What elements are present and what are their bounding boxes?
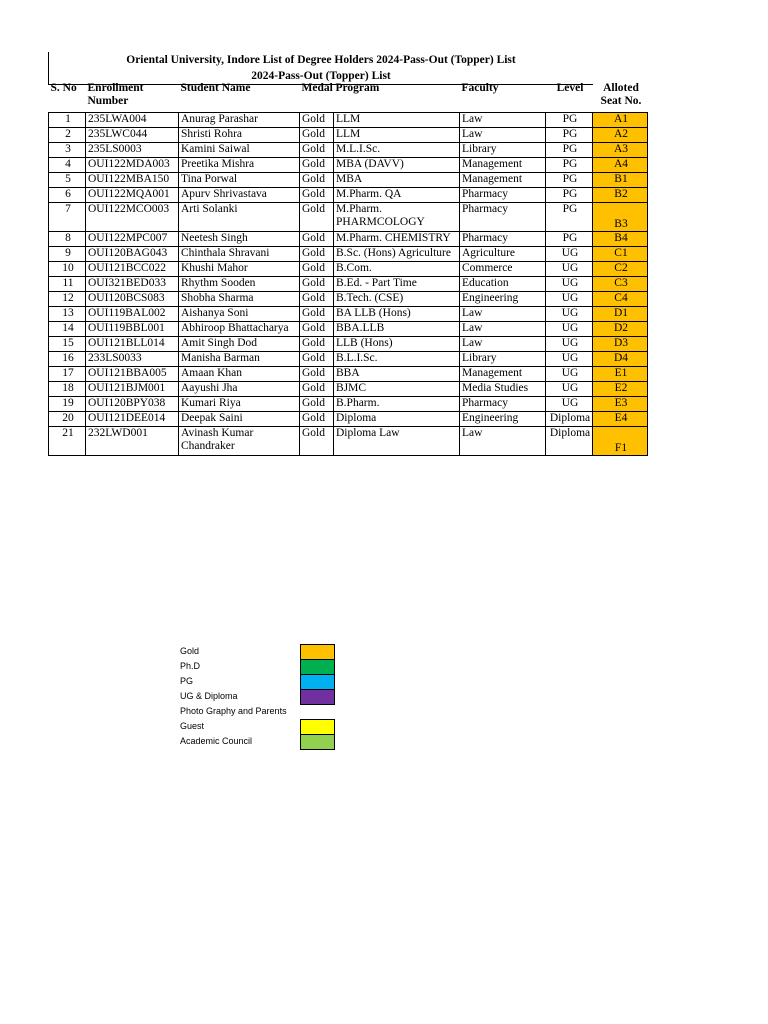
cell-faculty: Management bbox=[460, 158, 546, 173]
cell-sno: 6 bbox=[49, 188, 86, 203]
cell-program: M.Pharm. CHEMISTRY bbox=[334, 232, 460, 247]
cell-level: PG bbox=[546, 143, 593, 158]
cell-student-name: Deepak Saini bbox=[179, 412, 300, 427]
cell-faculty: Engineering bbox=[460, 292, 546, 307]
cell-student-name: Anurag Parashar bbox=[179, 113, 300, 128]
cell-medal: Gold bbox=[300, 292, 334, 307]
table-row bbox=[49, 262, 648, 277]
cell-faculty: Law bbox=[460, 322, 546, 337]
cell-student-name: Aishanya Soni bbox=[179, 307, 300, 322]
cell-seat: A1 bbox=[593, 113, 648, 128]
cell-enrollment: OUI121DEE014 bbox=[86, 412, 179, 427]
cell-program: B.Tech. (CSE) bbox=[334, 292, 460, 307]
cell-sno: 1 bbox=[49, 113, 86, 128]
cell-seat: C2 bbox=[593, 262, 648, 277]
cell-enrollment: OUI122MBA150 bbox=[86, 173, 179, 188]
legend-swatch bbox=[300, 704, 333, 718]
cell-level: UG bbox=[546, 337, 593, 352]
cell-program: B.Com. bbox=[334, 262, 460, 277]
cell-student-name: Neetesh Singh bbox=[179, 232, 300, 247]
cell-enrollment: OUI121BCC022 bbox=[86, 262, 179, 277]
table-row bbox=[49, 113, 648, 128]
cell-program: B.Ed. - Part Time bbox=[334, 277, 460, 292]
legend-swatch bbox=[300, 734, 335, 750]
table-row bbox=[49, 382, 648, 397]
table-row bbox=[49, 412, 648, 427]
legend-label: Academic Council bbox=[180, 736, 253, 746]
col-header-sno: S. No bbox=[49, 82, 86, 113]
cell-student-name: Preetika Mishra bbox=[179, 158, 300, 173]
legend-swatch bbox=[300, 659, 335, 675]
cell-faculty: Commerce bbox=[460, 262, 546, 277]
cell-sno: 19 bbox=[49, 397, 86, 412]
cell-level: PG bbox=[546, 203, 593, 232]
cell-enrollment: OUI119BBL001 bbox=[86, 322, 179, 337]
cell-seat: D4 bbox=[593, 352, 648, 367]
table-row bbox=[49, 247, 648, 262]
cell-level: UG bbox=[546, 382, 593, 397]
cell-seat: D3 bbox=[593, 337, 648, 352]
cell-program: M.L.I.Sc. bbox=[334, 143, 460, 158]
cell-faculty: Education bbox=[460, 277, 546, 292]
cell-seat: E3 bbox=[593, 397, 648, 412]
cell-level: UG bbox=[546, 322, 593, 337]
cell-program: M.Pharm. QA bbox=[334, 188, 460, 203]
table-row bbox=[49, 292, 648, 307]
cell-sno: 15 bbox=[49, 337, 86, 352]
cell-faculty: Library bbox=[460, 143, 546, 158]
col-header-program: Program bbox=[334, 82, 460, 113]
table-row bbox=[49, 337, 648, 352]
cell-student-name: Rhythm Sooden bbox=[179, 277, 300, 292]
table-row bbox=[49, 277, 648, 292]
cell-student-name: Amit Singh Dod bbox=[179, 337, 300, 352]
legend-swatch bbox=[300, 644, 335, 660]
cell-student-name: Chinthala Shravani bbox=[179, 247, 300, 262]
cell-enrollment: 233LS0033 bbox=[86, 352, 179, 367]
cell-medal: Gold bbox=[300, 128, 334, 143]
cell-medal: Gold bbox=[300, 382, 334, 397]
cell-student-name: Kumari Riya bbox=[179, 397, 300, 412]
page-title: Oriental University, Indore List of Degree Holders 2024-Pass-Out (Topper) List bbox=[48, 52, 593, 68]
cell-program: M.Pharm. PHARMCOLOGY bbox=[334, 203, 460, 232]
cell-faculty: Media Studies bbox=[460, 382, 546, 397]
cell-program: BBA.LLB bbox=[334, 322, 460, 337]
cell-sno: 5 bbox=[49, 173, 86, 188]
table-row bbox=[49, 232, 648, 247]
cell-sno: 20 bbox=[49, 412, 86, 427]
cell-faculty: Law bbox=[460, 427, 546, 456]
cell-medal: Gold bbox=[300, 412, 334, 427]
cell-medal: Gold bbox=[300, 427, 334, 456]
cell-seat: D2 bbox=[593, 322, 648, 337]
cell-sno: 18 bbox=[49, 382, 86, 397]
cell-sno: 8 bbox=[49, 232, 86, 247]
cell-medal: Gold bbox=[300, 158, 334, 173]
cell-sno: 14 bbox=[49, 322, 86, 337]
table-row bbox=[49, 367, 648, 382]
cell-program: MBA bbox=[334, 173, 460, 188]
cell-faculty: Engineering bbox=[460, 412, 546, 427]
cell-program: MBA (DAVV) bbox=[334, 158, 460, 173]
cell-program: B.L.I.Sc. bbox=[334, 352, 460, 367]
cell-student-name: Arti Solanki bbox=[179, 203, 300, 232]
cell-seat: E1 bbox=[593, 367, 648, 382]
cell-student-name: Shobha Sharma bbox=[179, 292, 300, 307]
cell-faculty: Library bbox=[460, 352, 546, 367]
table-row bbox=[49, 397, 648, 412]
cell-enrollment: OUI122MDA003 bbox=[86, 158, 179, 173]
cell-medal: Gold bbox=[300, 188, 334, 203]
legend-swatch bbox=[300, 689, 335, 705]
cell-faculty: Pharmacy bbox=[460, 397, 546, 412]
col-header-name: Student Name bbox=[179, 82, 300, 113]
cell-sno: 21 bbox=[49, 427, 86, 456]
cell-program: LLM bbox=[334, 128, 460, 143]
cell-student-name: Apurv Shrivastava bbox=[179, 188, 300, 203]
cell-medal: Gold bbox=[300, 247, 334, 262]
cell-enrollment: OUI120BAG043 bbox=[86, 247, 179, 262]
cell-level: Diploma bbox=[546, 412, 593, 427]
cell-program: LLM bbox=[334, 113, 460, 128]
cell-program: LLB (Hons) bbox=[334, 337, 460, 352]
cell-faculty: Law bbox=[460, 307, 546, 322]
cell-faculty: Law bbox=[460, 113, 546, 128]
cell-seat: A4 bbox=[593, 158, 648, 173]
cell-medal: Gold bbox=[300, 367, 334, 382]
cell-sno: 7 bbox=[49, 203, 86, 232]
table-row bbox=[49, 427, 648, 456]
cell-program: BJMC bbox=[334, 382, 460, 397]
cell-enrollment: OUI122MQA001 bbox=[86, 188, 179, 203]
cell-sno: 16 bbox=[49, 352, 86, 367]
table-row bbox=[49, 143, 648, 158]
legend-label: PG bbox=[180, 676, 194, 686]
cell-seat: B2 bbox=[593, 188, 648, 203]
title-block bbox=[48, 52, 593, 85]
cell-medal: Gold bbox=[300, 173, 334, 188]
legend-swatch bbox=[300, 719, 335, 735]
cell-enrollment: OUI121BJM001 bbox=[86, 382, 179, 397]
table-row bbox=[49, 307, 648, 322]
cell-medal: Gold bbox=[300, 277, 334, 292]
cell-medal: Gold bbox=[300, 143, 334, 158]
cell-program: B.Pharm. bbox=[334, 397, 460, 412]
cell-seat: C3 bbox=[593, 277, 648, 292]
cell-faculty: Pharmacy bbox=[460, 203, 546, 232]
cell-sno: 13 bbox=[49, 307, 86, 322]
cell-program: BBA bbox=[334, 367, 460, 382]
table-row bbox=[49, 352, 648, 367]
cell-faculty: Law bbox=[460, 337, 546, 352]
cell-medal: Gold bbox=[300, 397, 334, 412]
cell-sno: 17 bbox=[49, 367, 86, 382]
cell-sno: 4 bbox=[49, 158, 86, 173]
cell-seat: E2 bbox=[593, 382, 648, 397]
cell-enrollment: 235LWA004 bbox=[86, 113, 179, 128]
cell-faculty: Management bbox=[460, 173, 546, 188]
cell-enrollment: OUI321BED033 bbox=[86, 277, 179, 292]
cell-level: PG bbox=[546, 158, 593, 173]
cell-seat: C1 bbox=[593, 247, 648, 262]
legend-label: UG & Diploma bbox=[180, 691, 238, 701]
cell-enrollment: OUI120BPY038 bbox=[86, 397, 179, 412]
cell-level: UG bbox=[546, 307, 593, 322]
cell-enrollment: OUI122MPC007 bbox=[86, 232, 179, 247]
cell-seat: F1 bbox=[593, 427, 648, 456]
table-row bbox=[49, 188, 648, 203]
cell-seat: D1 bbox=[593, 307, 648, 322]
cell-medal: Gold bbox=[300, 307, 334, 322]
cell-student-name: Abhiroop Bhattacharya bbox=[179, 322, 300, 337]
cell-level: UG bbox=[546, 367, 593, 382]
page-subtitle: 2024-Pass-Out (Topper) List bbox=[48, 68, 593, 85]
cell-program: Diploma Law bbox=[334, 427, 460, 456]
cell-faculty: Law bbox=[460, 128, 546, 143]
cell-enrollment: OUI119BAL002 bbox=[86, 307, 179, 322]
cell-student-name: Manisha Barman bbox=[179, 352, 300, 367]
cell-sno: 11 bbox=[49, 277, 86, 292]
cell-level: UG bbox=[546, 247, 593, 262]
cell-student-name: Aayushi Jha bbox=[179, 382, 300, 397]
cell-medal: Gold bbox=[300, 232, 334, 247]
col-header-medal: Medal bbox=[300, 82, 334, 113]
legend-label: Gold bbox=[180, 646, 200, 656]
cell-sno: 3 bbox=[49, 143, 86, 158]
cell-level: UG bbox=[546, 262, 593, 277]
cell-sno: 9 bbox=[49, 247, 86, 262]
table-row bbox=[49, 173, 648, 188]
cell-sno: 12 bbox=[49, 292, 86, 307]
cell-seat: A2 bbox=[593, 128, 648, 143]
cell-medal: Gold bbox=[300, 352, 334, 367]
cell-level: PG bbox=[546, 128, 593, 143]
table-row bbox=[49, 128, 648, 143]
cell-faculty: Agriculture bbox=[460, 247, 546, 262]
cell-medal: Gold bbox=[300, 262, 334, 277]
cell-faculty: Management bbox=[460, 367, 546, 382]
legend-swatch bbox=[300, 674, 335, 690]
cell-seat: B4 bbox=[593, 232, 648, 247]
cell-level: UG bbox=[546, 352, 593, 367]
cell-medal: Gold bbox=[300, 203, 334, 232]
cell-enrollment: OUI122MCO003 bbox=[86, 203, 179, 232]
table-header-row bbox=[49, 82, 648, 113]
cell-student-name: Avinash Kumar Chandraker bbox=[179, 427, 300, 456]
cell-seat: B3 bbox=[593, 203, 648, 232]
table-row bbox=[49, 322, 648, 337]
cell-program: BA LLB (Hons) bbox=[334, 307, 460, 322]
cell-level: UG bbox=[546, 397, 593, 412]
col-header-level: Level bbox=[546, 82, 593, 113]
cell-student-name: Kamini Saiwal bbox=[179, 143, 300, 158]
cell-enrollment: 235LWC044 bbox=[86, 128, 179, 143]
cell-faculty: Pharmacy bbox=[460, 232, 546, 247]
cell-level: PG bbox=[546, 232, 593, 247]
cell-faculty: Pharmacy bbox=[460, 188, 546, 203]
cell-medal: Gold bbox=[300, 337, 334, 352]
cell-seat: A3 bbox=[593, 143, 648, 158]
cell-program: B.Sc. (Hons) Agriculture bbox=[334, 247, 460, 262]
cell-enrollment: OUI121BBA005 bbox=[86, 367, 179, 382]
table-row bbox=[49, 203, 648, 232]
table-row bbox=[49, 158, 648, 173]
cell-level: PG bbox=[546, 188, 593, 203]
legend-label: Guest bbox=[180, 721, 205, 731]
cell-sno: 10 bbox=[49, 262, 86, 277]
cell-seat: C4 bbox=[593, 292, 648, 307]
cell-student-name: Tina Porwal bbox=[179, 173, 300, 188]
cell-enrollment: OUI121BLL014 bbox=[86, 337, 179, 352]
legend-label: Ph.D bbox=[180, 661, 201, 671]
cell-level: UG bbox=[546, 277, 593, 292]
cell-enrollment: OUI120BCS083 bbox=[86, 292, 179, 307]
cell-student-name: Shristi Rohra bbox=[179, 128, 300, 143]
cell-seat: E4 bbox=[593, 412, 648, 427]
cell-program: Diploma bbox=[334, 412, 460, 427]
cell-level: UG bbox=[546, 292, 593, 307]
col-header-faculty: Faculty bbox=[460, 82, 546, 113]
cell-medal: Gold bbox=[300, 322, 334, 337]
toppers-table bbox=[48, 82, 648, 456]
legend-label: Photo Graphy and Parents bbox=[180, 706, 287, 716]
col-header-seat: Alloted Seat No. bbox=[593, 82, 648, 113]
cell-level: Diploma bbox=[546, 427, 593, 456]
cell-medal: Gold bbox=[300, 113, 334, 128]
cell-level: PG bbox=[546, 173, 593, 188]
cell-seat: B1 bbox=[593, 173, 648, 188]
cell-enrollment: 232LWD001 bbox=[86, 427, 179, 456]
cell-sno: 2 bbox=[49, 128, 86, 143]
cell-student-name: Amaan Khan bbox=[179, 367, 300, 382]
cell-student-name: Khushi Mahor bbox=[179, 262, 300, 277]
cell-level: PG bbox=[546, 113, 593, 128]
col-header-enrollment: Enrollment Number bbox=[86, 82, 179, 113]
cell-enrollment: 235LS0003 bbox=[86, 143, 179, 158]
